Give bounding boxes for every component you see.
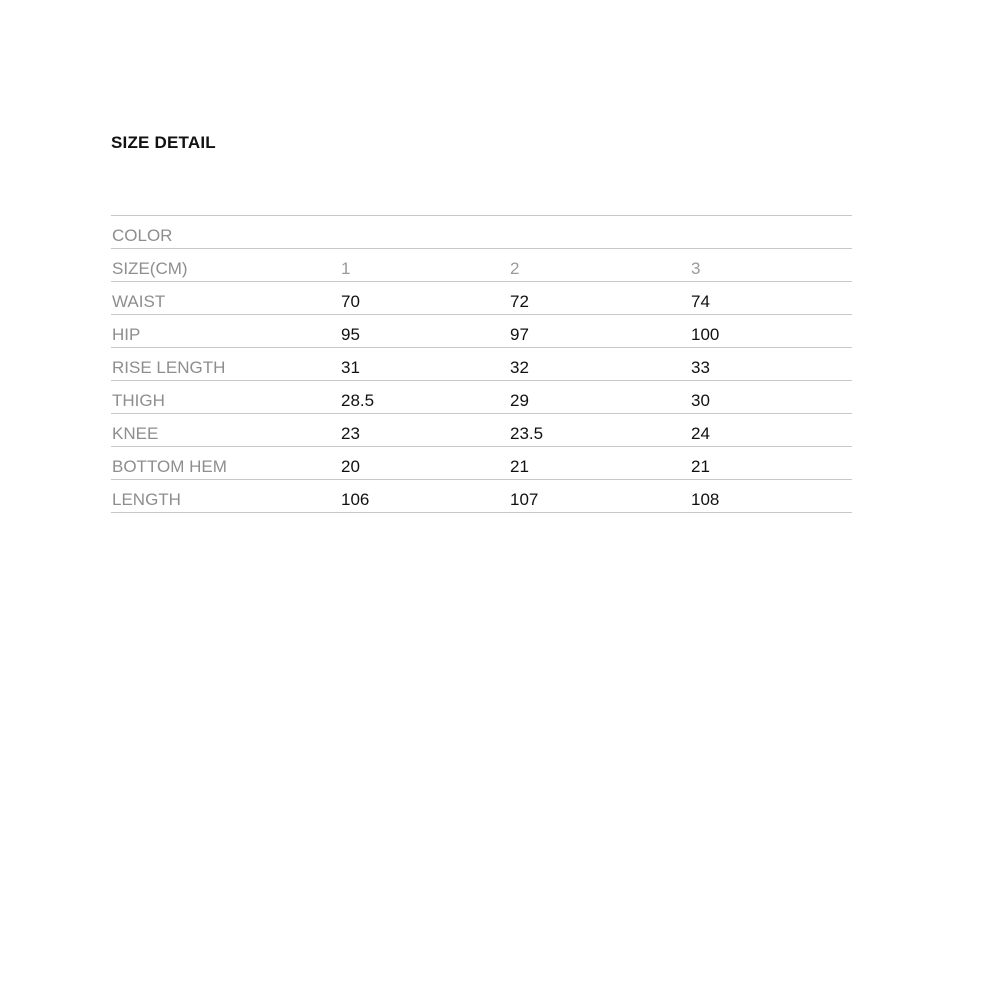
row-value-size-1: 23 [341, 424, 360, 443]
row-label: THIGH [112, 391, 165, 410]
row-value-size-2: 21 [510, 457, 529, 476]
row-value-size-2: 23.5 [510, 424, 544, 443]
size-header-2: 2 [510, 259, 520, 278]
row-value-size-1: 28.5 [341, 391, 375, 410]
table-row-thigh [111, 381, 852, 414]
row-value-size-2: 107 [510, 490, 539, 509]
row-label: HIP [112, 325, 141, 344]
row-value-size-3: 33 [691, 358, 710, 377]
table-row-waist [111, 282, 852, 315]
row-label: BOTTOM HEM [112, 457, 227, 476]
size-header-row [111, 249, 852, 282]
row-value-size-3: 74 [691, 292, 710, 311]
row-value-size-3: 108 [691, 490, 720, 509]
row-value-size-2: 32 [510, 358, 529, 377]
table-row-bottom-hem [111, 447, 852, 480]
row-label: WAIST [112, 292, 166, 311]
size-header-1: 1 [341, 259, 351, 278]
row-value-size-3: 21 [691, 457, 710, 476]
size-header-label: SIZE(CM) [112, 259, 188, 278]
row-value-size-1: 31 [341, 358, 360, 377]
table-row-knee [111, 414, 852, 447]
page-title: SIZE DETAIL [111, 133, 216, 152]
table-row-length [111, 480, 852, 513]
row-label: KNEE [112, 424, 159, 443]
size-table [111, 215, 852, 513]
table-row-hip [111, 315, 852, 348]
row-value-size-1: 106 [341, 490, 370, 509]
row-value-size-3: 24 [691, 424, 710, 443]
row-value-size-1: 95 [341, 325, 360, 344]
size-header-3: 3 [691, 259, 701, 278]
row-label: LENGTH [112, 490, 181, 509]
row-label: RISE LENGTH [112, 358, 226, 377]
row-value-size-3: 30 [691, 391, 710, 410]
color-label: COLOR [112, 226, 173, 245]
row-value-size-1: 20 [341, 457, 360, 476]
row-value-size-2: 97 [510, 325, 529, 344]
table-row-rise-length [111, 348, 852, 381]
row-value-size-1: 70 [341, 292, 360, 311]
color-row [111, 216, 852, 249]
row-value-size-2: 29 [510, 391, 529, 410]
row-value-size-3: 100 [691, 325, 720, 344]
row-value-size-2: 72 [510, 292, 529, 311]
